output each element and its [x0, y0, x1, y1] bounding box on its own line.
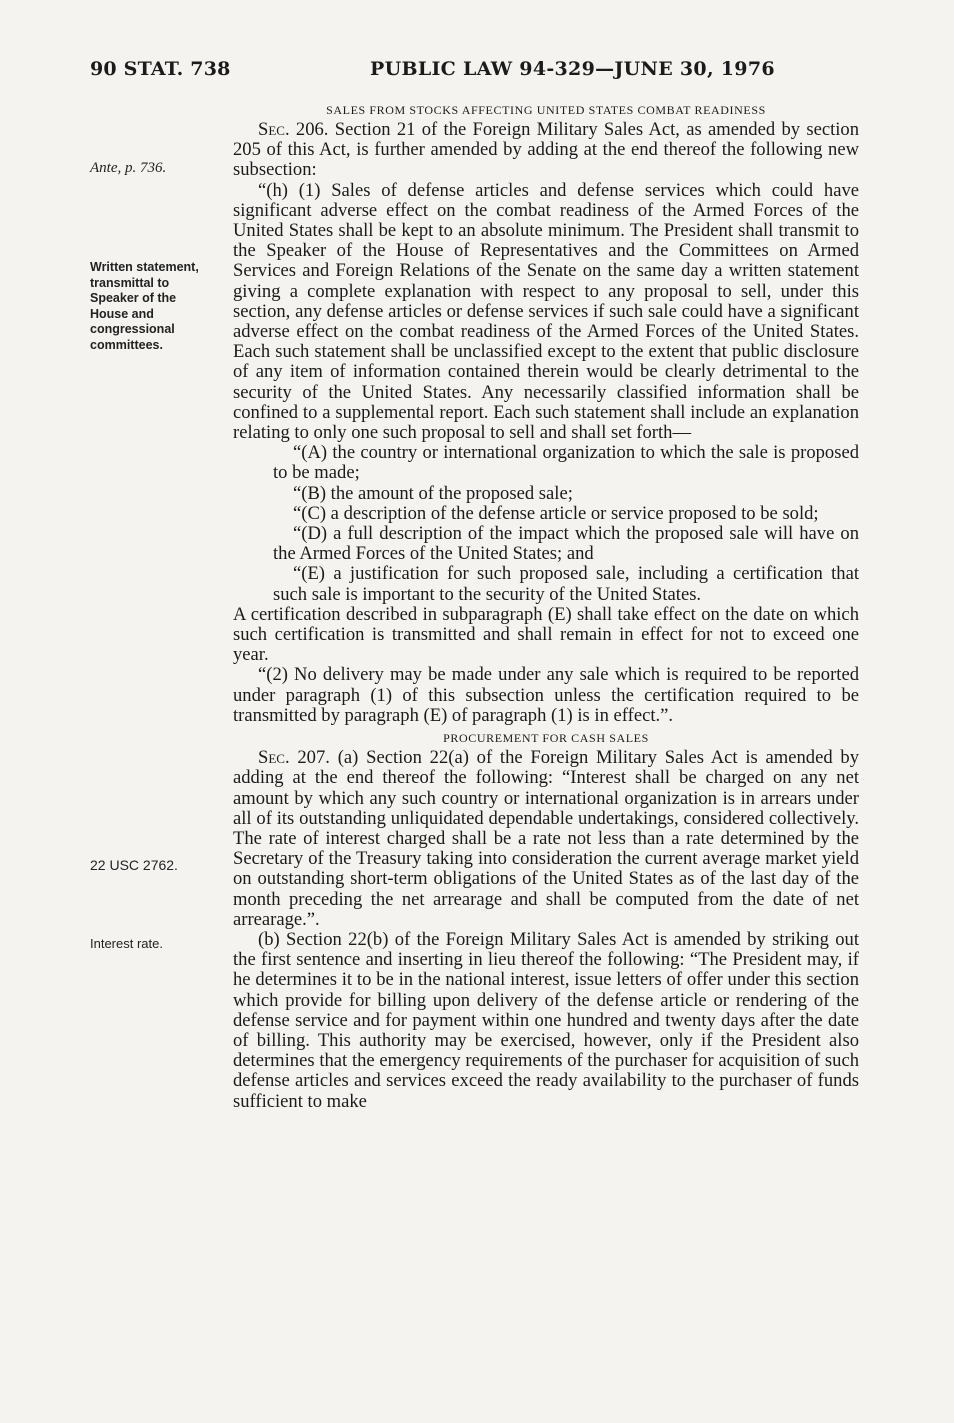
page-header: [90, 58, 860, 88]
section-207-paragraph-a: [233, 748, 859, 930]
item-a: “(A) the country or international organization to which the sale is proposed to be made;: [273, 442, 859, 484]
item-c: “(C) a description of the defense article or service proposed to be sold;: [293, 502, 819, 524]
margin-note-interest-rate: Interest rate.: [90, 936, 163, 951]
margin-note-written-statement: Written statement, transmittal to Speaker of the House and congressional committees.: [90, 260, 199, 352]
item-b: “(B) the amount of the proposed sale;: [293, 482, 573, 504]
margin-note-ante: Ante, p. 736.: [90, 160, 167, 176]
stat-page-number: 90 STAT. 738: [90, 58, 231, 80]
section-206-paragraph-h1: “(h) (1) Sales of defense articles and defense services which could have significant adverse effect on the combat readiness of the Armed Forces of the United States shall be kept to an absolute minimum. The President shall transmit to the Speaker of the House of Representatives and the Committees on Armed Services and Foreign Relations of the Senate on the same day a written statement giving a complete explanation with respect to any proposal to sell, under this section, any defense articles or defense services if such sale could have a significant adverse effect on the combat readiness of the Armed Forces of the United States. Each such statement shall be unclassified except to the extent that public disclosure of any item of information contained therein would be clearly detrimental to the security of the United States. Any necessarily classified information shall be confined to a supplemental report. Each such statement shall include an explanation relating to only one such proposal to sell and shall set forth—: [233, 179, 859, 444]
section-206-heading: SALES FROM STOCKS AFFECTING UNITED STATES COMBAT READINESS: [326, 103, 766, 117]
section-206-paragraph-2: “(2) No delivery may be made under any sale which is required to be reported under paragraph (1) of this subsection unless the certification required to be transmitted by paragraph (E) of paragraph (1) is in effect.”.: [233, 664, 859, 726]
law-title: PUBLIC LAW 94-329—JUNE 30, 1976: [370, 58, 775, 80]
section-206-intro: [233, 120, 859, 181]
section-207-paragraph-b: (b) Section 22(b) of the Foreign Military Sales Act is amended by striking out the first sentence and inserting in lieu thereof the following: “The President may, if he determines it to be in the national interest, issue letters of offer under this section which provide for billing upon delivery of the defense article or rendering of the defense service and for payment within one hundred and twenty days after the date of billing. This authority may be exercised, however, only if the President also determines that the emergency requirements of the purchaser for acquisition of such defense articles and services exceed the ready availability to the purchaser of funds sufficient to make: [233, 928, 859, 1112]
section-207-heading: PROCUREMENT FOR CASH SALES: [443, 731, 649, 746]
margin-note-usc: 22 USC 2762.: [90, 857, 178, 873]
item-d: “(D) a full description of the impact which the proposed sale will have on the Armed Forces of the United States; and: [273, 523, 859, 565]
section-206-intro-text: Section 21 of the Foreign Military Sales Act, as amended by section 205 of this Act, is further amended by adding at the end thereof the following new subsection:: [233, 119, 860, 181]
item-e: “(E) a justification for such proposed sale, including a certification that such sale is important to the security of the United States.: [273, 563, 859, 605]
section-206-label: Sec. 206.: [258, 119, 329, 140]
section-207-label: Sec. 207.: [258, 747, 330, 769]
section-207-para-a-text: (a) Section 22(a) of the Foreign Military Sales Act is amended by adding at the end thereof the following: “Interest shall be charged on any net amount by which any such country or international organization is in arrears under all of its outstanding unliquidated dependable undertakings, considered collectively. The rate of interest charged shall be a rate not less than a rate determined by the Secretary of the Treasury taking into consideration the current average market yield on outstanding short-term obligations of the United States as of the last day of the month preceding the net arrearage and shall be computed from the date of net arrearage.”.: [233, 747, 859, 930]
certification-paragraph: A certification described in subparagraph (E) shall take effect on the date on which such certification is transmitted and shall remain in effect for not to exceed one year.: [233, 603, 859, 666]
document-body: [233, 100, 859, 1112]
